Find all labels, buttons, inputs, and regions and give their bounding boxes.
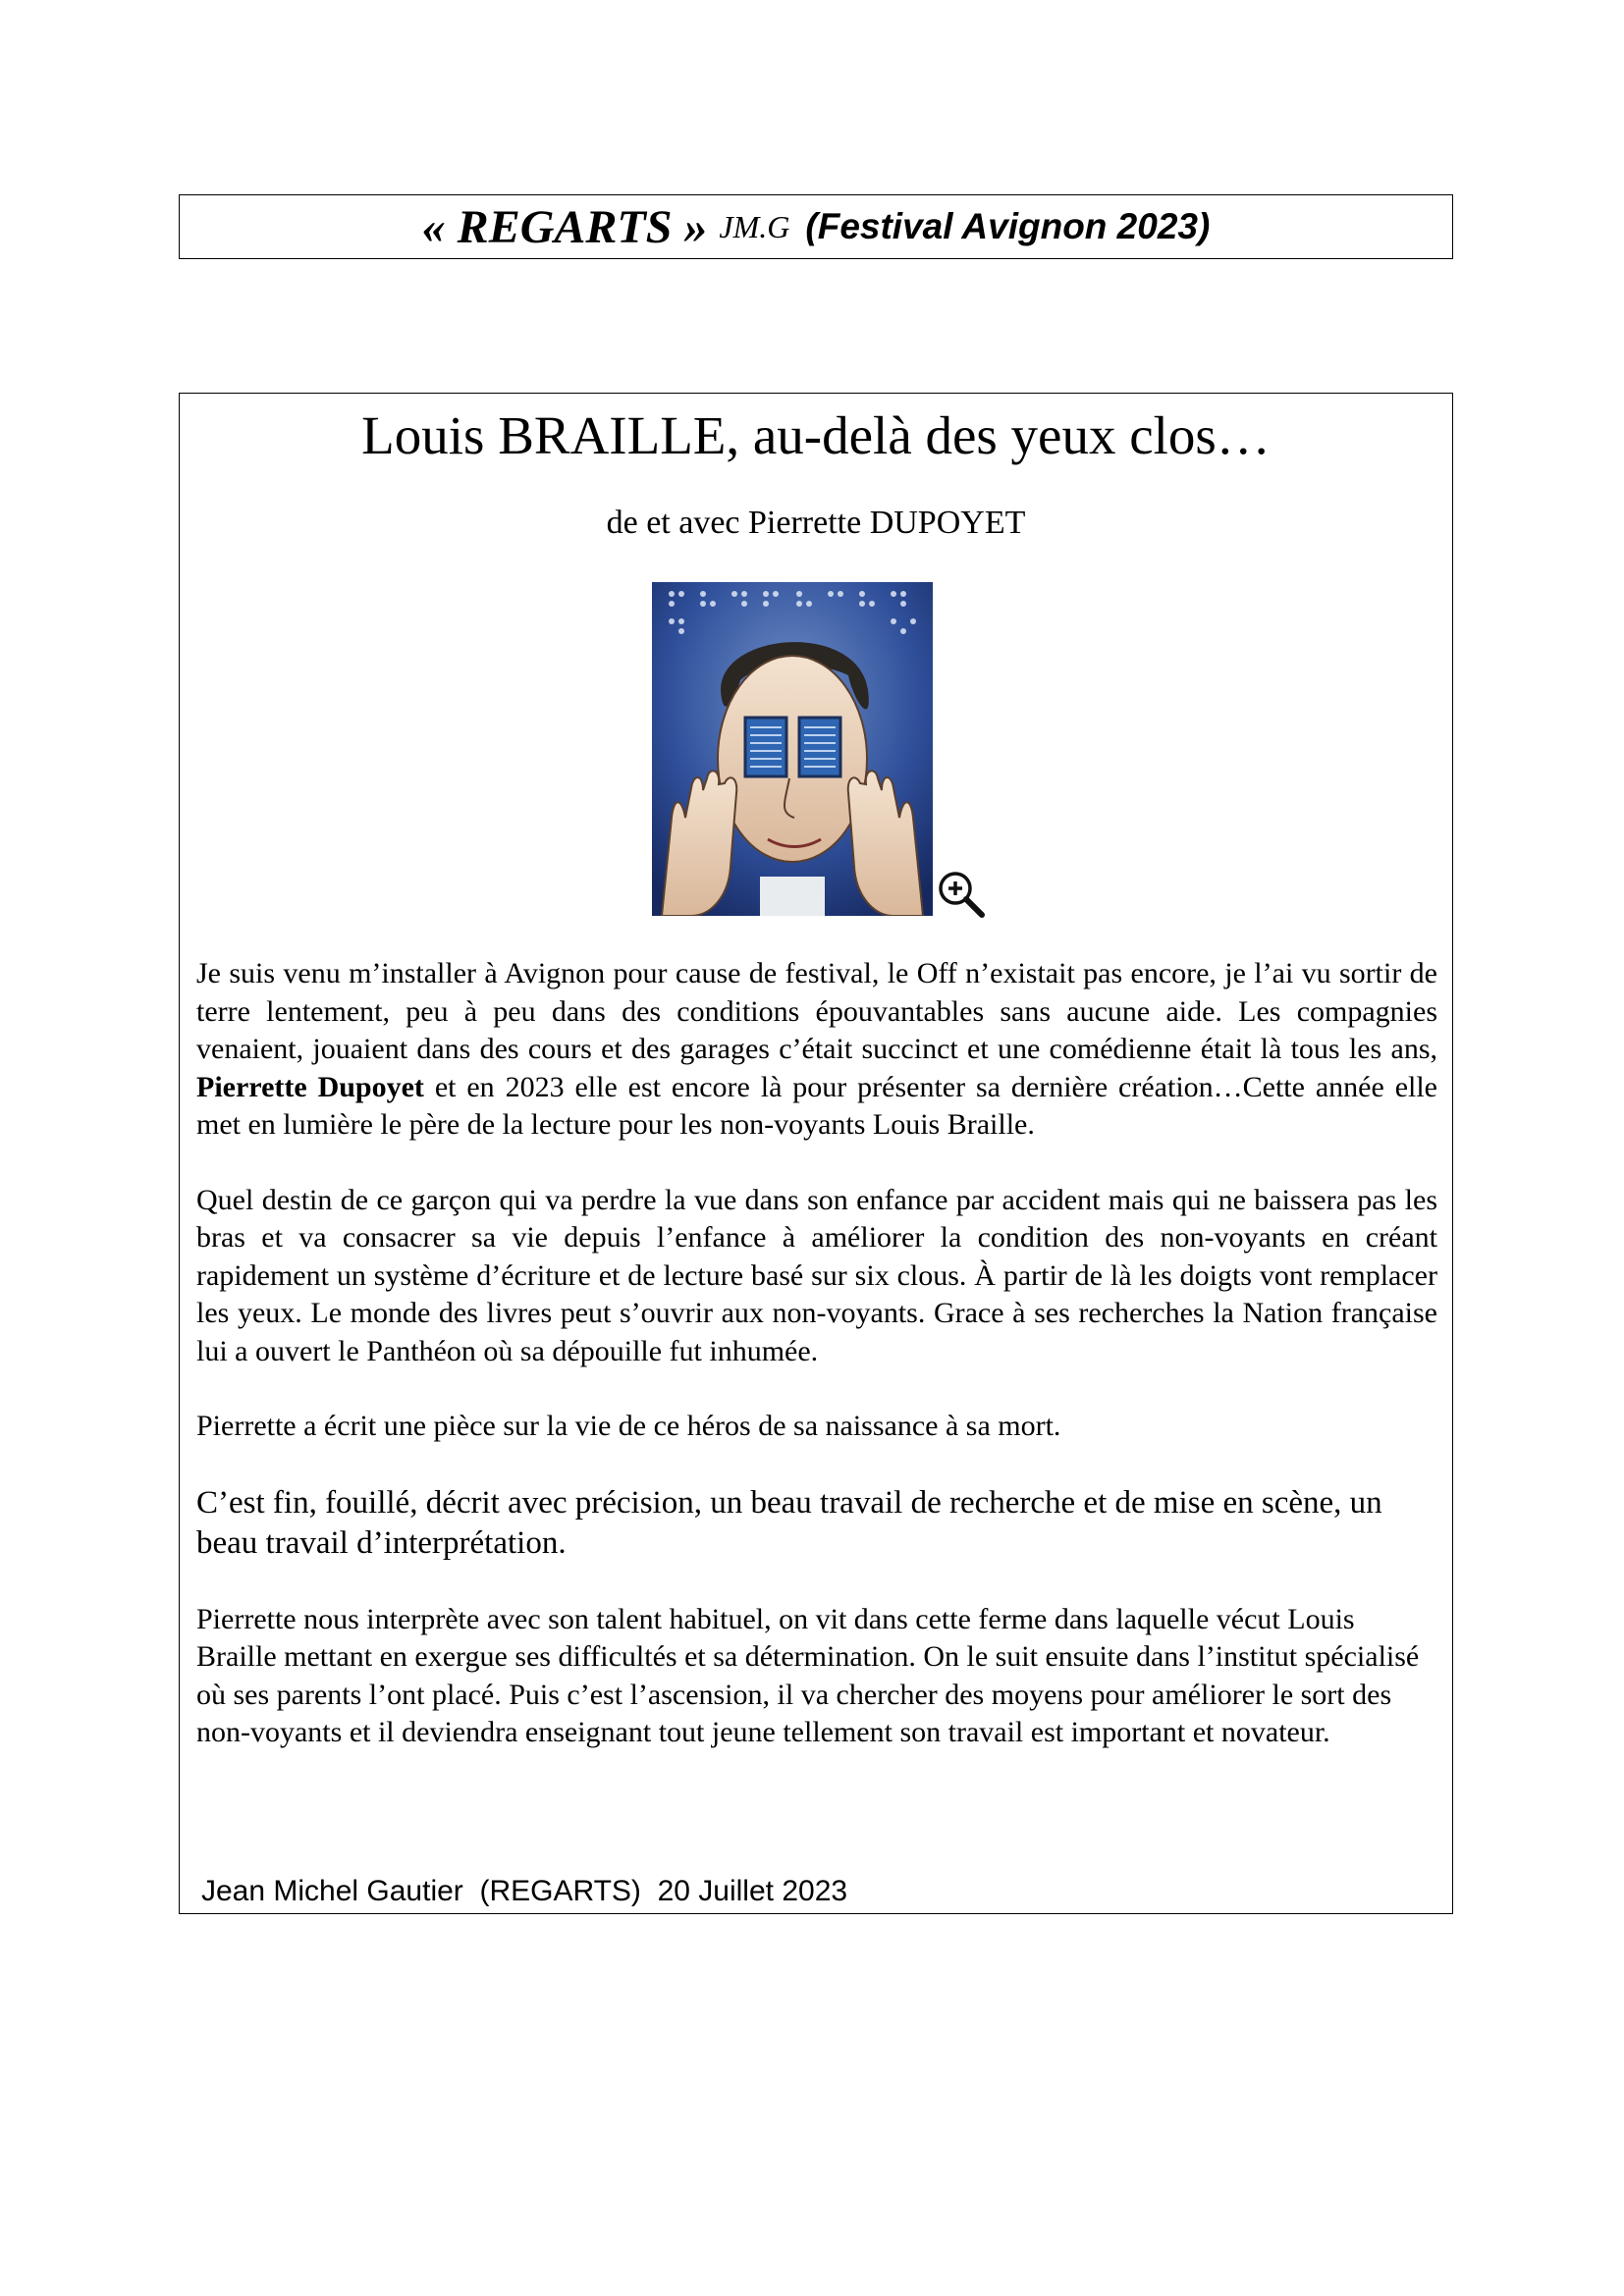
header-author: JM.G [719,208,790,244]
paragraph-1-end: et en 2023 elle est encore là pour présenter sa dernière création…Cette année elle met en lumière le père de la lecture pour les non-voyants Louis Braille. [196,1070,1437,1141]
article-frame [179,393,1453,1914]
poster-illustration-icon[interactable] [652,582,933,916]
article-title: Louis BRAILLE, au-delà des yeux clos… [361,405,1271,465]
header-brand: « REGARTS » [421,200,708,253]
paragraph-2: Quel destin de ce garçon qui va perdre la vue dans son enfance par accident mais qui ne baissera pas les bras et va consacrer sa vie depuis l’enfance à améliorer la condition des non-voyants en créant rapidement un système d’écriture et de lecture basé sur six clous. À partir de là les doigts vont remplacer les yeux. Le monde des livres peut s’ouvrir aux non-voyants. Grace à ses recherches la Nation française lui a ouvert le Panthéon où sa dépouille fut inhumée. [196,1183,1437,1367]
zoom-in-icon[interactable] [936,869,987,920]
article-body [196,955,1437,1789]
header-festival: (Festival Avignon 2023) [805,206,1211,246]
paragraph-3: Pierrette a écrit une pièce sur la vie de ce héros de sa naissance à sa mort. [196,1410,1061,1442]
paragraph-5: Pierrette nous interprète avec son talent habituel, on vit dans cette ferme dans laquelle vécut Louis Braille mettant en exergue ses difficultés et sa détermination. On le suit ensuite dans l’institut spécialisé où ses parents l’ont placé. Puis c’est l’ascension, il va chercher des moyens pour améliorer le sort des non-voyants et il deviendra enseignant tout jeune tellement son travail est important et novateur. [196,1602,1420,1748]
paragraph-1 [196,955,1437,1145]
article-signature: Jean Michel Gautier (REGARTS) 20 Juillet 2023 [201,1875,848,1907]
paragraph-1-start: Je suis venu m’installer à Avignon pour cause de festival, le Off n’existait pas encore, je l’ai vu sortir de terre lentement, peu à peu dans des conditions épouvantables sans aucune aide. Les compagnies venaient, jouaient dans des cours et des garages c’était succinct et une comédienne était là tous les ans, [196,957,1437,1065]
paragraph-1-bold-name: Pierrette Dupoyet [196,1070,424,1103]
header-banner [179,194,1453,259]
article-subtitle: de et avec Pierrette DUPOYET [606,505,1026,541]
paragraph-4: C’est fin, fouillé, décrit avec précision, un beau travail de recherche et de mise en scène, un beau travail d’interprétation. [196,1484,1382,1561]
